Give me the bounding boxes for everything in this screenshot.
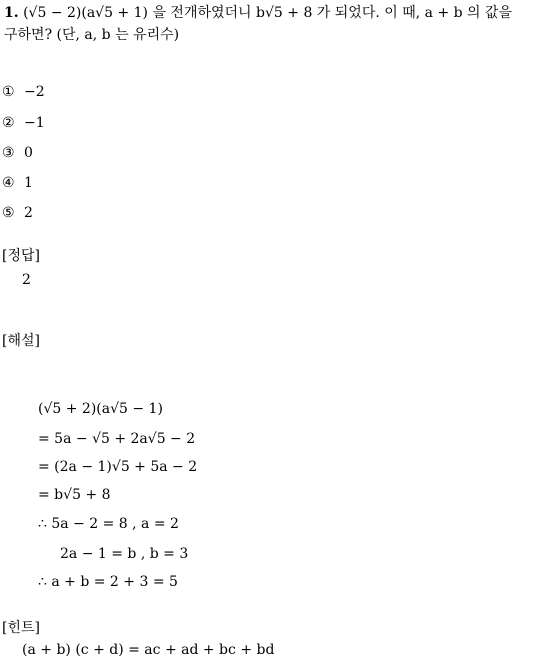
choice-5-value: 2 (24, 205, 33, 221)
choice-4[interactable] (2, 174, 33, 192)
solution-line-2: = 5a − √5 + 2a√5 − 2 (38, 431, 196, 447)
choice-1-mark: ① (2, 84, 15, 100)
solution-line-1: (√5 + 2)(a√5 − 1) (38, 401, 163, 417)
choice-5-mark: ⑤ (2, 205, 15, 221)
answer-value: 2 (22, 272, 31, 288)
choice-3[interactable] (2, 144, 33, 162)
solution-line-3: = (2a − 1)√5 + 5a − 2 (38, 459, 198, 475)
choice-2-mark: ② (2, 115, 15, 131)
choice-1[interactable] (2, 83, 45, 101)
choice-4-value: 1 (24, 175, 33, 191)
question-text-2: 구하면? (단, a, b 는 유리수) (4, 27, 180, 43)
question-line-1 (4, 4, 512, 22)
solution-label: [해설] (2, 333, 40, 349)
choice-1-value: −2 (24, 84, 45, 100)
solution-line-6: 2a − 1 = b , b = 3 (60, 546, 189, 562)
choice-4-mark: ④ (2, 175, 15, 191)
choice-5[interactable] (2, 204, 33, 222)
choice-2-value: −1 (24, 115, 45, 131)
solution-line-4: = b√5 + 8 (38, 487, 111, 503)
question-text-1: (√5 − 2)(a√5 + 1) 을 전개하였더니 b√5 + 8 가 되었다. 이 때, a + b 의 값을 (23, 5, 513, 21)
question-number: 1. (4, 5, 19, 21)
question-line-2 (4, 26, 179, 44)
choice-3-value: 0 (24, 145, 33, 161)
answer-label: [정답] (2, 248, 40, 264)
hint-label: [힌트] (2, 620, 40, 636)
solution-line-7: ∴ a + b = 2 + 3 = 5 (38, 574, 178, 590)
choice-3-mark: ③ (2, 145, 15, 161)
choice-2[interactable] (2, 114, 45, 132)
hint-formula: (a + b) (c + d) = ac + ad + bc + bd (22, 642, 275, 658)
solution-line-5: ∴ 5a − 2 = 8 , a = 2 (38, 516, 179, 532)
